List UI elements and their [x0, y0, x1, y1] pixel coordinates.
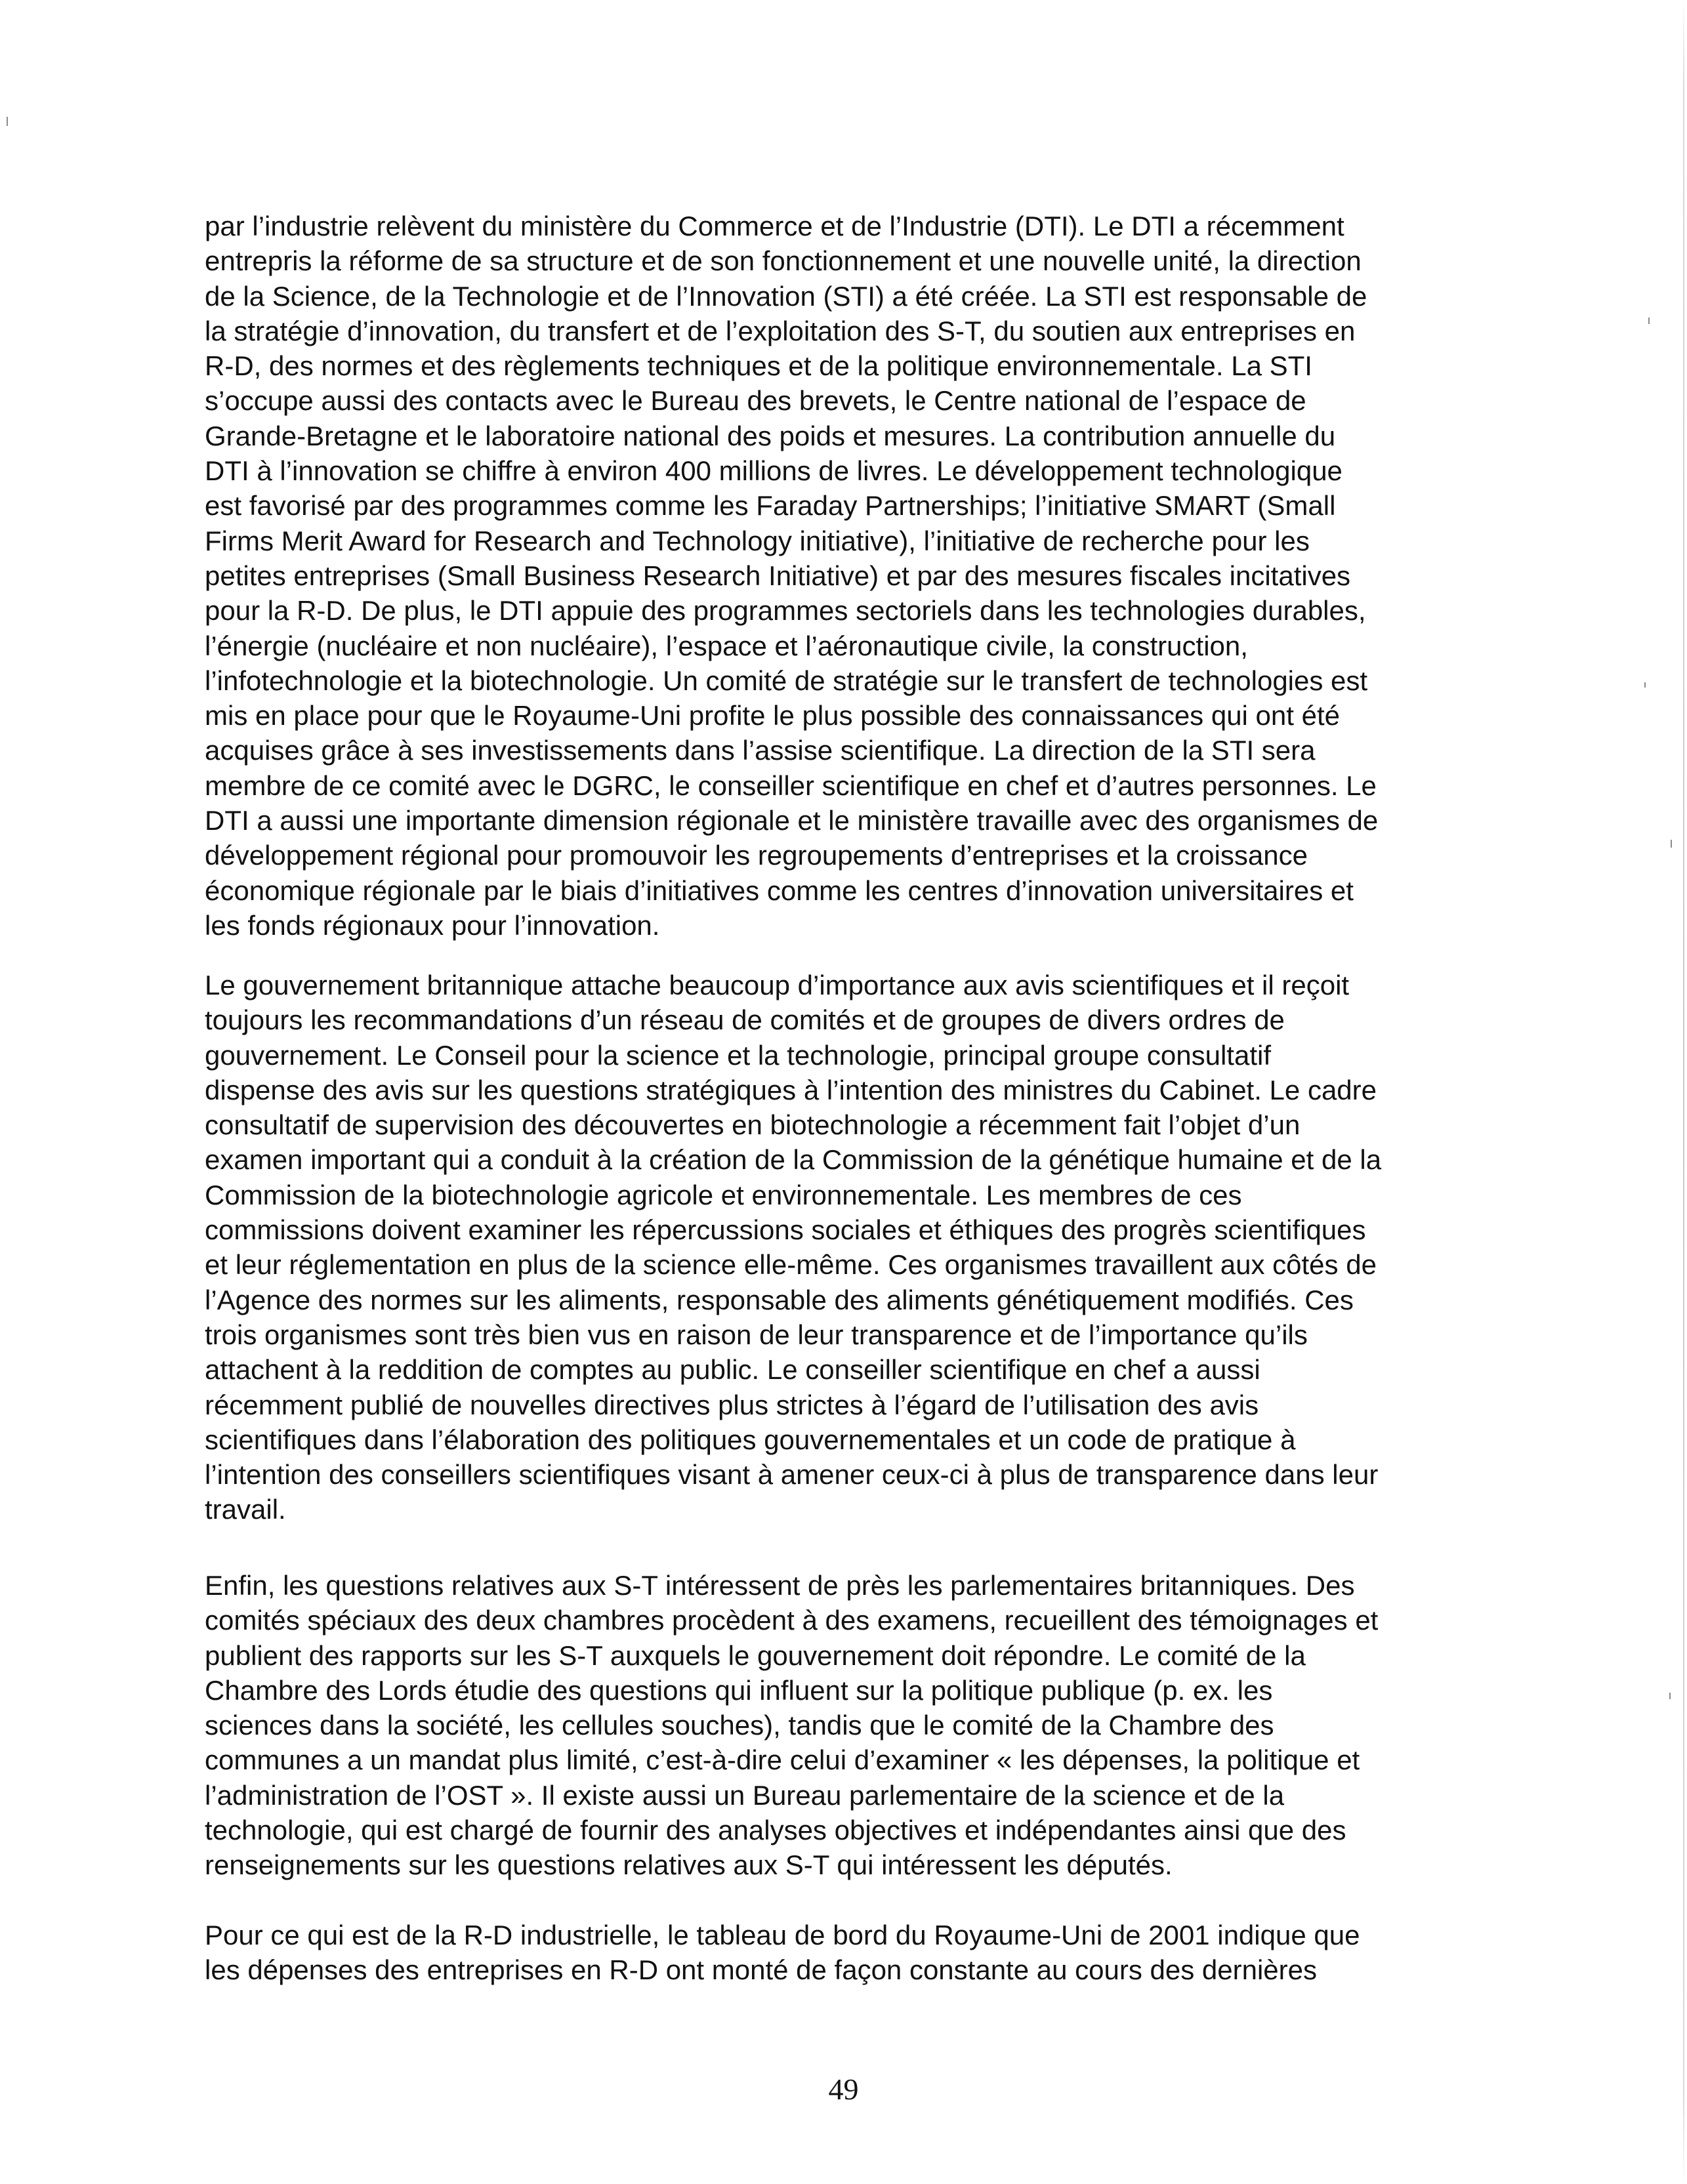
text-line: consultatif de supervision des découvertes en biotechnologie a récemment fait l’objet d’un — [205, 1109, 1301, 1141]
scan-speck — [1648, 318, 1650, 324]
text-line: acquises grâce à ses investissements dans l’assise scientifique. La direction de la STI sera — [205, 735, 1316, 766]
text-line: économique régionale par le biais d’initiatives comme les centres d’innovation universitaires et — [205, 875, 1354, 906]
text-line: mis en place pour que le Royaume-Uni profite le plus possible des connaissances qui ont été — [205, 700, 1340, 731]
text-line: l’infotechnologie et la biotechnologie. Un comité de stratégie sur le transfert de technologies est — [205, 665, 1368, 696]
paragraph-dti — [205, 209, 1570, 943]
text-line: Enfin, les questions relatives aux S-T intéressent de près les parlementaires britanniques. Des — [205, 1570, 1355, 1601]
text-line: la stratégie d’innovation, du transfert et de l’exploitation des S-T, du soutien aux entreprises en — [205, 315, 1356, 346]
text-line: et leur réglementation en plus de la science elle-même. Ces organismes travaillent aux côtés de — [205, 1249, 1377, 1281]
text-line: technologie, qui est chargé de fournir des analyses objectives et indépendantes ainsi que des — [205, 1815, 1346, 1846]
text-line: les dépenses des entreprises en R-D ont monté de façon constante au cours des dernières — [205, 1954, 1317, 1986]
text-line: s’occupe aussi des contacts avec le Bureau des brevets, le Centre national de l’espace de — [205, 385, 1306, 417]
text-line: travail. — [205, 1494, 286, 1525]
text-line: publient des rapports sur les S-T auxquels le gouvernement doit répondre. Le comité de la — [205, 1639, 1306, 1671]
text-line: examen important qui a conduit à la création de la Commission de la génétique humaine et de la — [205, 1144, 1382, 1176]
scan-speck — [1669, 1693, 1671, 1699]
text-line: gouvernement. Le Conseil pour la science et la technologie, principal groupe consultatif — [205, 1039, 1271, 1071]
text-line: l’intention des conseillers scientifiques visant à amener ceux-ci à plus de transparence dans leur — [205, 1459, 1379, 1491]
text-line: communes a un mandat plus limité, c’est-à-dire celui d’examiner « les dépenses, la politique et — [205, 1744, 1360, 1776]
scan-speck — [1644, 682, 1646, 688]
text-line: R-D, des normes et des règlements techniques et de la politique environnementale. La STI — [205, 350, 1312, 382]
text-line: développement régional pour promouvoir les regroupements d’entreprises et la croissance — [205, 840, 1308, 871]
text-line: Firms Merit Award for Research and Technology initiative), l’initiative de recherche pour les — [205, 525, 1310, 556]
text-line: récemment publié de nouvelles directives plus strictes à l’égard de l’utilisation des avis — [205, 1389, 1259, 1420]
text-line: dispense des avis sur les questions stratégiques à l’intention des ministres du Cabinet. Le cadre — [205, 1074, 1377, 1105]
text-line: Pour ce qui est de la R-D industrielle, le tableau de bord du Royaume-Uni de 2001 indique que — [205, 1920, 1360, 1950]
text-line: membre de ce comité avec le DGRC, le conseiller scientifique en chef et d’autres personnes. Le — [205, 770, 1377, 801]
text-line: est favorisé par des programmes comme les Faraday Partnerships; l’initiative SMART (Small — [205, 490, 1336, 522]
text-line: Grande-Bretagne et le laboratoire national des poids et mesures. La contribution annuelle du — [205, 420, 1336, 451]
text-line: Le gouvernement britannique attache beaucoup d’importance aux avis scientifiques et il reçoit — [205, 970, 1350, 1000]
text-line: attachent à la reddition de comptes au public. Le conseiller scientifique en chef a aussi — [205, 1354, 1260, 1386]
text-line: petites entreprises (Small Business Research Initiative) et par des mesures fiscales incitatives — [205, 560, 1351, 591]
paragraph-parliament — [205, 1568, 1570, 1883]
paragraph-industrial-rd — [205, 1918, 1570, 1988]
text-line: trois organismes sont très bien vus en raison de leur transparence et de l’importance qu’ils — [205, 1319, 1308, 1350]
text-line: commissions doivent examiner les répercussions sociales et éthiques des progrès scientifiques — [205, 1214, 1366, 1246]
text-line: les fonds régionaux pour l’innovation. — [205, 909, 660, 941]
page-number: 49 — [828, 2072, 859, 2106]
text-line: l’énergie (nucléaire et non nucléaire), l’espace et l’aéronautique civile, la construction, — [205, 630, 1248, 661]
text-line: DTI a aussi une importante dimension régionale et le ministère travaille avec des organismes de — [205, 805, 1379, 836]
text-line: Chambre des Lords étudie des questions qui influent sur la politique publique (p. ex. les — [205, 1674, 1273, 1706]
text-line: sciences dans la société, les cellules souches), tandis que le comité de la Chambre des — [205, 1710, 1274, 1741]
text-line: DTI à l’innovation se chiffre à environ 400 millions de livres. Le développement technologique — [205, 455, 1343, 487]
text-line: scientifiques dans l’élaboration des politiques gouvernementales et un code de pratique à — [205, 1424, 1296, 1455]
text-line: comités spéciaux des deux chambres procèdent à des examens, recueillent des témoignages et — [205, 1605, 1379, 1636]
scan-speck — [1671, 840, 1672, 848]
text-line: l’Agence des normes sur les aliments, responsable des aliments génétiquement modifiés. Ces — [205, 1284, 1354, 1315]
text-line: renseignements sur les questions relatives aux S-T qui intéressent les députés. — [205, 1849, 1173, 1881]
text-line: pour la R-D. De plus, le DTI appuie des programmes sectoriels dans les technologies durables, — [205, 595, 1366, 627]
page-edge-shadow — [1683, 0, 1684, 2184]
text-line: entrepris la réforme de sa structure et de son fonctionnement et une nouvelle unité, la direction — [205, 245, 1362, 277]
paragraph-scientific-advice — [205, 968, 1570, 1527]
text-line: par l’industrie relèvent du ministère du Commerce et de l’Industrie (DTI). Le DTI a récemment — [205, 211, 1344, 241]
text-line: de la Science, de la Technologie et de l’Innovation (STI) a été créée. La STI est responsable de — [205, 280, 1367, 312]
scan-speck — [7, 117, 8, 126]
text-line: toujours les recommandations d’un réseau de comités et de groupes de divers ordres de — [205, 1004, 1285, 1036]
text-line: Commission de la biotechnologie agricole et environnementale. Les membres de ces — [205, 1179, 1242, 1210]
text-line: l’administration de l’OST ». Il existe aussi un Bureau parlementaire de la science et de la — [205, 1779, 1285, 1811]
